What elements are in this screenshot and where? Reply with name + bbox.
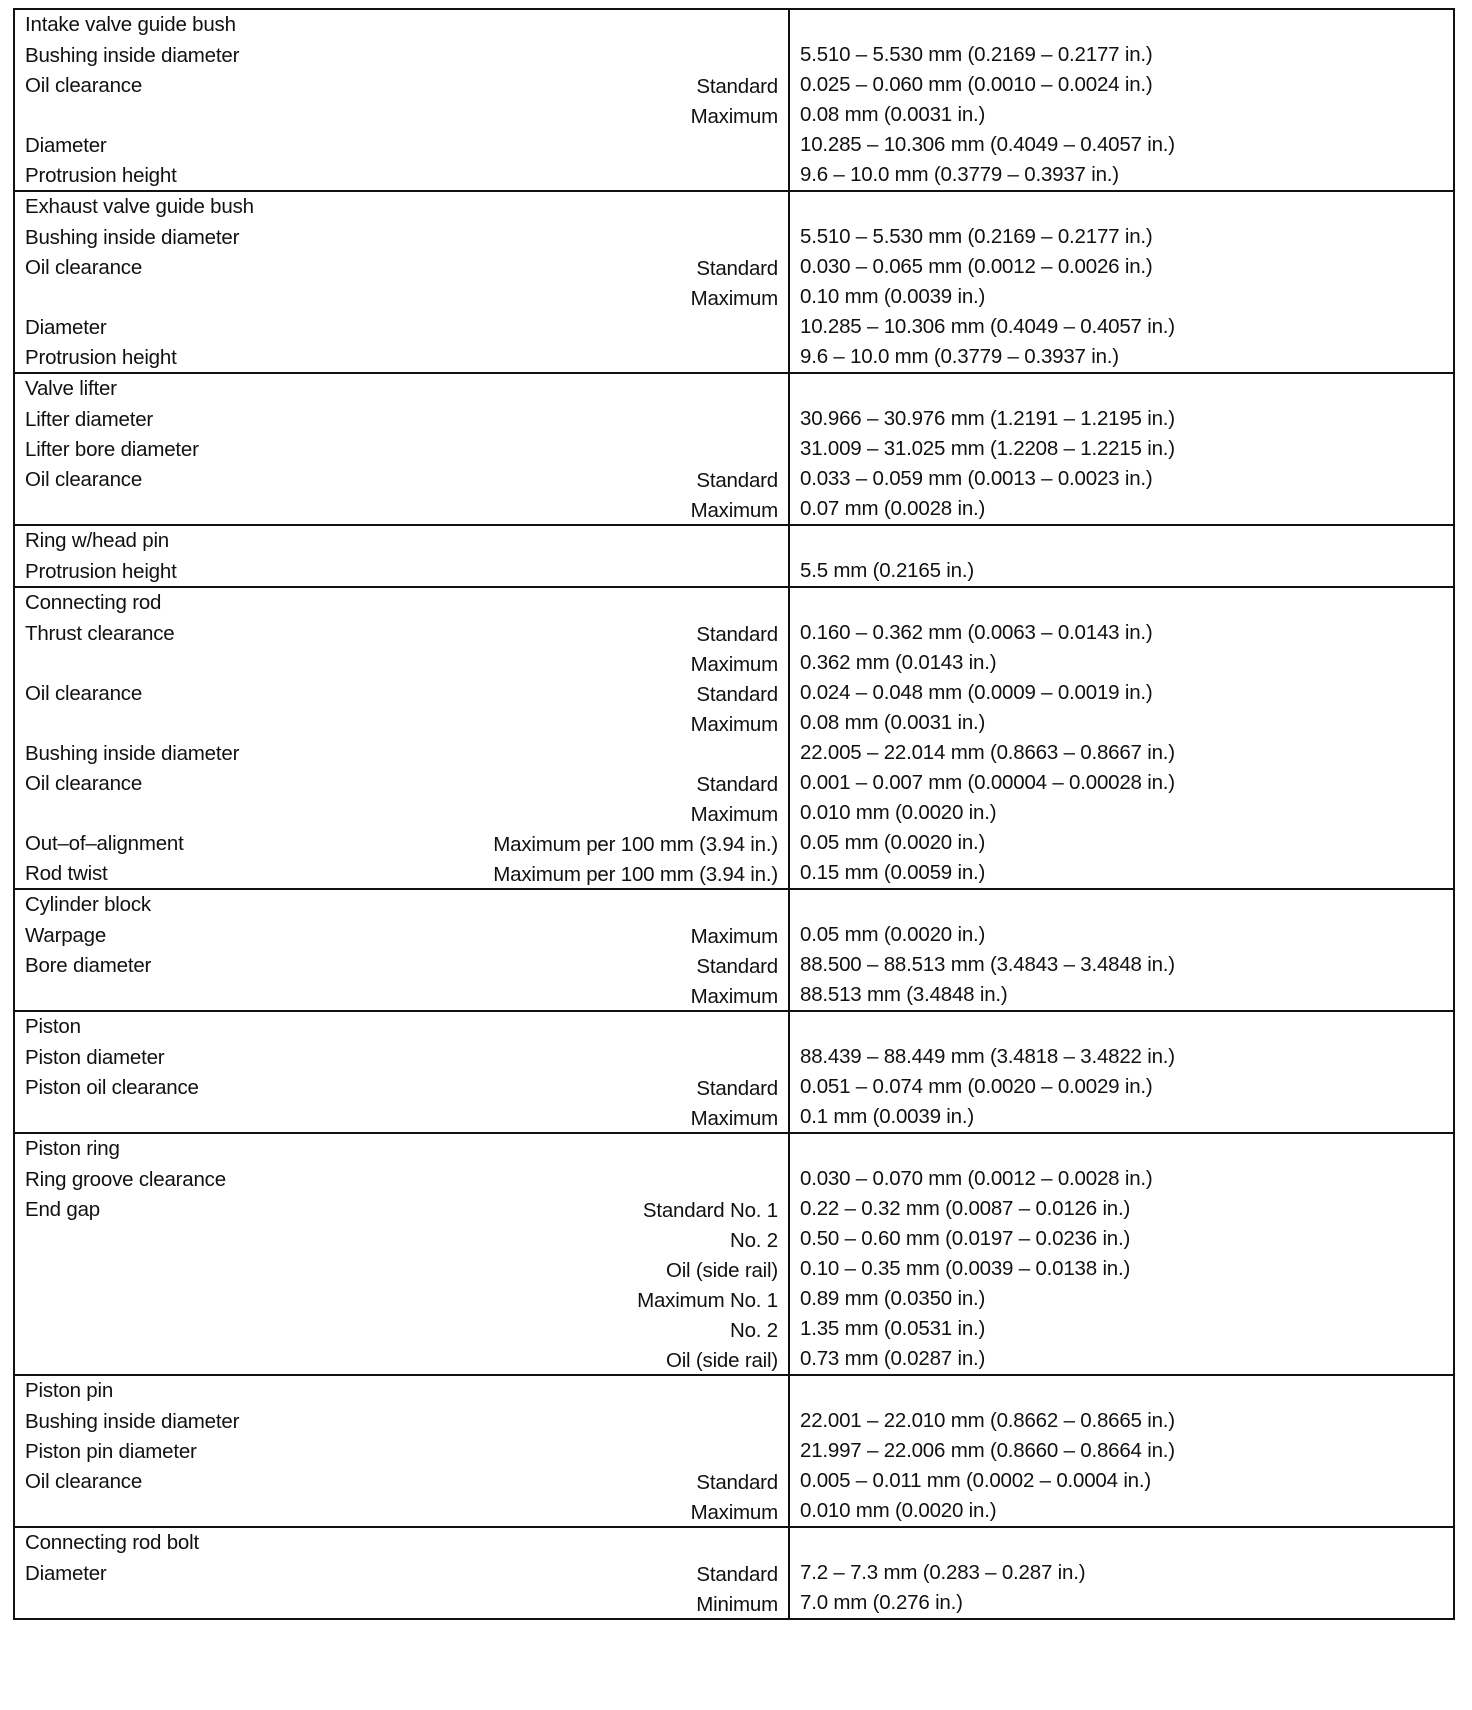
item-label: Rod twist [25,862,108,885]
spec-row-label [15,70,788,100]
section-title: Piston pin [25,1379,114,1402]
item-qualifier: Maximum [690,499,778,522]
spec-value: 88.439 – 88.449 mm (3.4818 – 3.4822 in.) [800,1045,1175,1068]
item-label: Piston oil clearance [25,1076,199,1099]
section-label-cell [14,1527,789,1619]
item-label: Ring groove clearance [25,1168,226,1191]
spec-value: 22.005 – 22.014 mm (0.8663 – 0.8667 in.) [800,741,1175,764]
item-label: Lifter diameter [25,408,154,431]
item-qualifier: No. 2 [730,1319,778,1342]
section-title: Piston [25,1015,81,1038]
spec-row-label [15,464,788,494]
value-spacer [790,10,1453,40]
spec-row-label [15,768,788,798]
value-spacer [790,1376,1453,1406]
section-label-cell [14,525,789,587]
spec-row-label [15,618,788,648]
item-label: Oil clearance [25,468,143,491]
item-qualifier: Standard [696,683,778,706]
spec-row-label [15,1254,788,1284]
value-spacer [790,588,1453,618]
value-spacer [790,890,1453,920]
spec-value: 88.513 mm (3.4848 in.) [800,983,1008,1006]
section-label-cell [14,889,789,1011]
item-label: Diameter [25,134,107,157]
value-spacer [790,1134,1453,1164]
spec-value: 0.10 mm (0.0039 in.) [800,285,986,308]
item-label: Bushing inside diameter [25,226,240,249]
spec-row-label [15,312,788,342]
item-qualifier: Standard [696,257,778,280]
item-qualifier: Maximum per 100 mm (3.94 in.) [493,863,778,886]
section-title: Exhaust valve guide bush [25,195,254,218]
spec-row-label [15,858,788,888]
spec-value: 10.285 – 10.306 mm (0.4049 – 0.4057 in.) [800,133,1175,156]
spec-value: 7.2 – 7.3 mm (0.283 – 0.287 in.) [800,1561,1086,1584]
section-value-cell [789,191,1454,373]
item-qualifier: Standard [696,773,778,796]
spec-value: 88.500 – 88.513 mm (3.4843 – 3.4848 in.) [800,953,1175,976]
spec-value: 0.15 mm (0.0059 in.) [800,861,986,884]
item-label: Diameter [25,1562,107,1585]
spec-value: 31.009 – 31.025 mm (1.2208 – 1.2215 in.) [800,437,1175,460]
item-qualifier: Maximum [690,105,778,128]
item-qualifier: Maximum per 100 mm (3.94 in.) [493,833,778,856]
spec-row-label [15,342,788,372]
spec-value: 0.05 mm (0.0020 in.) [800,923,986,946]
value-spacer [790,1528,1453,1558]
spec-table [13,8,1455,1620]
item-label: Bushing inside diameter [25,742,240,765]
item-label: Out–of–alignment [25,832,184,855]
spec-row-label [15,1224,788,1254]
item-qualifier: Standard [696,1077,778,1100]
spec-section [14,1133,1454,1375]
section-value-cell [789,1011,1454,1133]
spec-section [14,373,1454,525]
section-title: Connecting rod [25,591,162,614]
spec-row-label [15,160,788,190]
spec-value: 0.08 mm (0.0031 in.) [800,711,986,734]
spec-section [14,1527,1454,1619]
spec-row-label [15,556,788,586]
item-qualifier: Maximum [690,925,778,948]
spec-row-label [15,828,788,858]
spec-row-label [15,738,788,768]
section-value-cell [789,889,1454,1011]
spec-value: 7.0 mm (0.276 in.) [800,1591,963,1614]
spec-row-label [15,1588,788,1618]
spec-section [14,889,1454,1011]
item-label: Oil clearance [25,74,143,97]
value-spacer [790,1012,1453,1042]
spec-value: 0.362 mm (0.0143 in.) [800,651,997,674]
spec-value: 0.030 – 0.070 mm (0.0012 – 0.0028 in.) [800,1167,1153,1190]
spec-section [14,525,1454,587]
spec-value: 1.35 mm (0.0531 in.) [800,1317,986,1340]
item-label: Protrusion height [25,164,177,187]
spec-row-label [15,798,788,828]
spec-table-body [14,9,1454,1619]
spec-row-label [15,494,788,524]
item-qualifier: No. 2 [730,1229,778,1252]
item-qualifier: Minimum [696,1593,778,1616]
spec-section [14,1011,1454,1133]
spec-value: 0.22 – 0.32 mm (0.0087 – 0.0126 in.) [800,1197,1131,1220]
spec-row-label [15,1042,788,1072]
spec-value: 0.73 mm (0.0287 in.) [800,1347,986,1370]
spec-row-label [15,1558,788,1588]
section-value-cell [789,1133,1454,1375]
spec-section [14,1375,1454,1527]
spec-row-label [15,282,788,312]
spec-value: 0.025 – 0.060 mm (0.0010 – 0.0024 in.) [800,73,1153,96]
item-label: Warpage [25,924,107,947]
spec-row-label [15,252,788,282]
item-label: Bore diameter [25,954,152,977]
section-label-cell [14,587,789,889]
spec-row-label [15,40,788,70]
section-label-cell [14,373,789,525]
item-qualifier: Standard [696,623,778,646]
item-label: Oil clearance [25,256,143,279]
spec-value: 0.010 mm (0.0020 in.) [800,1499,997,1522]
item-qualifier: Oil (side rail) [665,1349,778,1372]
spec-value: 0.051 – 0.074 mm (0.0020 – 0.0029 in.) [800,1075,1153,1098]
spec-value: 10.285 – 10.306 mm (0.4049 – 0.4057 in.) [800,315,1175,338]
spec-row-label [15,678,788,708]
spec-value: 0.024 – 0.048 mm (0.0009 – 0.0019 in.) [800,681,1153,704]
value-spacer [790,192,1453,222]
spec-value: 0.030 – 0.065 mm (0.0012 – 0.0026 in.) [800,255,1153,278]
spec-value: 0.05 mm (0.0020 in.) [800,831,986,854]
spec-section [14,9,1454,191]
section-title: Connecting rod bolt [25,1531,199,1554]
spec-row-label [15,920,788,950]
item-qualifier: Standard No. 1 [642,1199,778,1222]
spec-value: 22.001 – 22.010 mm (0.8662 – 0.8665 in.) [800,1409,1175,1432]
spec-row-label [15,1466,788,1496]
spec-row-label [15,404,788,434]
item-label: Protrusion height [25,560,177,583]
item-qualifier: Standard [696,469,778,492]
section-value-cell [789,587,1454,889]
spec-value: 5.510 – 5.530 mm (0.2169 – 0.2177 in.) [800,43,1153,66]
spec-row-label [15,100,788,130]
spec-row-label [15,1314,788,1344]
spec-value: 0.1 mm (0.0039 in.) [800,1105,974,1128]
spec-row-label [15,1436,788,1466]
section-title: Intake valve guide bush [25,13,236,36]
section-title: Ring w/head pin [25,529,170,552]
spec-value: 0.010 mm (0.0020 in.) [800,801,997,824]
item-qualifier: Maximum [690,287,778,310]
section-value-cell [789,1375,1454,1527]
item-qualifier: Maximum [690,653,778,676]
spec-value: 0.50 – 0.60 mm (0.0197 – 0.0236 in.) [800,1227,1131,1250]
spec-row-label [15,1344,788,1374]
spec-row-label [15,1194,788,1224]
spec-row-label [15,130,788,160]
spec-value: 5.5 mm (0.2165 in.) [800,559,974,582]
spec-section [14,191,1454,373]
spec-section [14,587,1454,889]
spec-value: 0.10 – 0.35 mm (0.0039 – 0.0138 in.) [800,1257,1131,1280]
spec-value: 0.89 mm (0.0350 in.) [800,1287,986,1310]
item-label: Bushing inside diameter [25,44,240,67]
section-title: Piston ring [25,1137,120,1160]
value-spacer [790,526,1453,556]
spec-row-label [15,708,788,738]
spec-row-label [15,1102,788,1132]
spec-row-label [15,1406,788,1436]
item-label: Lifter bore diameter [25,438,199,461]
section-value-cell [789,9,1454,191]
section-label-cell [14,9,789,191]
spec-row-label [15,648,788,678]
spec-value: 0.160 – 0.362 mm (0.0063 – 0.0143 in.) [800,621,1153,644]
spec-row-label [15,980,788,1010]
spec-row-label [15,222,788,252]
item-qualifier: Oil (side rail) [665,1259,778,1282]
spec-value: 0.001 – 0.007 mm (0.00004 – 0.00028 in.) [800,771,1175,794]
spec-value: 0.033 – 0.059 mm (0.0013 – 0.0023 in.) [800,467,1153,490]
spec-value: 21.997 – 22.006 mm (0.8660 – 0.8664 in.) [800,1439,1175,1462]
item-qualifier: Maximum [690,1107,778,1130]
section-title: Cylinder block [25,893,151,916]
section-title: Valve lifter [25,377,117,400]
section-value-cell [789,1527,1454,1619]
section-label-cell [14,1133,789,1375]
item-qualifier: Standard [696,955,778,978]
item-label: Protrusion height [25,346,177,369]
item-qualifier: Maximum [690,1501,778,1524]
spec-value: 0.08 mm (0.0031 in.) [800,103,986,126]
spec-value: 9.6 – 10.0 mm (0.3779 – 0.3937 in.) [800,345,1119,368]
spec-row-label [15,1072,788,1102]
section-label-cell [14,1011,789,1133]
item-qualifier: Standard [696,1563,778,1586]
spec-row-label [15,1496,788,1526]
item-label: Oil clearance [25,682,143,705]
spec-row-label [15,434,788,464]
section-value-cell [789,525,1454,587]
item-label: Oil clearance [25,1470,143,1493]
section-label-cell [14,1375,789,1527]
item-label: Diameter [25,316,107,339]
spec-value: 0.005 – 0.011 mm (0.0002 – 0.0004 in.) [800,1469,1152,1492]
item-label: Bushing inside diameter [25,1410,240,1433]
section-label-cell [14,191,789,373]
item-qualifier: Maximum [690,985,778,1008]
item-qualifier: Maximum [690,803,778,826]
item-qualifier: Standard [696,75,778,98]
item-qualifier: Maximum [690,713,778,736]
spec-row-label [15,1164,788,1194]
item-qualifier: Maximum No. 1 [637,1289,778,1312]
value-spacer [790,374,1453,404]
spec-row-label [15,950,788,980]
spec-value: 30.966 – 30.976 mm (1.2191 – 1.2195 in.) [800,407,1175,430]
section-value-cell [789,373,1454,525]
item-label: Thrust clearance [25,622,175,645]
item-label: Piston diameter [25,1046,165,1069]
item-label: Piston pin diameter [25,1440,197,1463]
spec-row-label [15,1284,788,1314]
item-label: Oil clearance [25,772,143,795]
spec-value: 5.510 – 5.530 mm (0.2169 – 0.2177 in.) [800,225,1153,248]
spec-value: 0.07 mm (0.0028 in.) [800,497,986,520]
spec-value: 9.6 – 10.0 mm (0.3779 – 0.3937 in.) [800,163,1119,186]
item-qualifier: Standard [696,1471,778,1494]
item-label: End gap [25,1198,100,1221]
